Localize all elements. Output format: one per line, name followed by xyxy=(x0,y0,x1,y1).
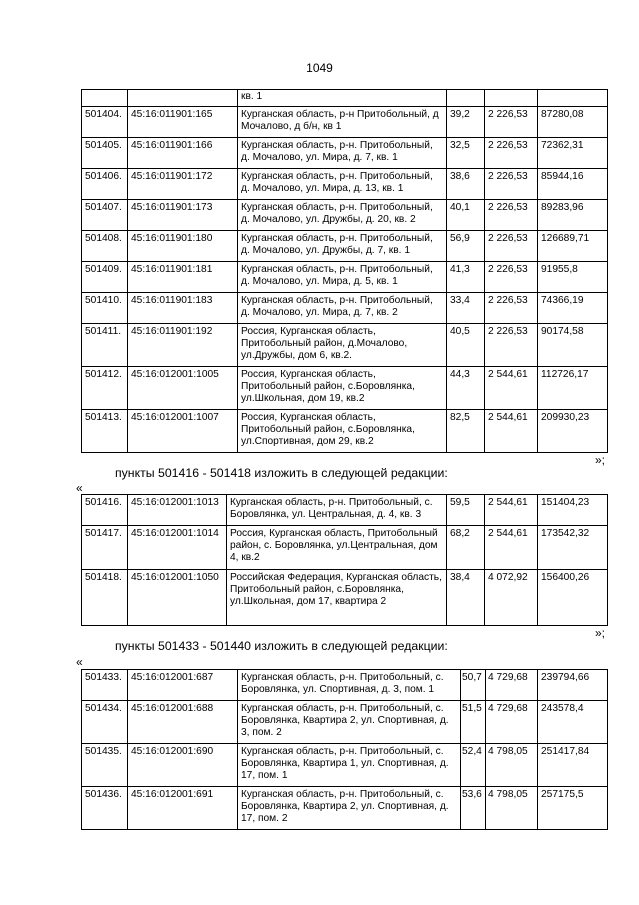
cell-number: 501405. xyxy=(82,138,128,169)
amendment-instruction-1: пункты 501416 - 501418 изложить в следующей редакции: xyxy=(115,466,448,480)
cell-rate: 4 072,92 xyxy=(485,570,538,626)
cell-value: 126689,71 xyxy=(538,231,608,262)
cell-value: 87280,08 xyxy=(538,107,608,138)
cell-number: 501433. xyxy=(82,670,128,701)
cell-value: 156400,26 xyxy=(538,570,608,626)
opening-quote-2: « xyxy=(76,655,83,669)
table-row xyxy=(82,701,608,744)
cell-area: 40,5 xyxy=(447,324,485,367)
cell-number: 501409. xyxy=(82,262,128,293)
cell-rate: 2 226,53 xyxy=(485,231,538,262)
cell-cadastral: 45:16:011901:181 xyxy=(128,262,238,293)
table-row xyxy=(82,570,608,626)
cell-number: 501411. xyxy=(82,324,128,367)
cell-rate: 4 729,68 xyxy=(486,701,538,744)
cell-cadastral xyxy=(128,90,238,107)
cell-value: 90174,58 xyxy=(538,324,608,367)
cell-address: Россия, Курганская область, Притобольный район, с. Боровлянка, ул.Центральная, дом 4, кв.2 xyxy=(227,526,447,570)
cell-area: 40,1 xyxy=(447,200,485,231)
cell-value: 74366,19 xyxy=(538,293,608,324)
table-row xyxy=(82,90,608,107)
cell-cadastral: 45:16:012001:688 xyxy=(128,701,238,744)
cell-address: Курганская область, р-н. Притобольный, с. Боровлянка, ул. Центральная, д. 4, кв. 3 xyxy=(227,495,447,526)
page-number: 1049 xyxy=(306,61,333,75)
cell-number: 501413. xyxy=(82,410,128,453)
cell-cadastral: 45:16:012001:1050 xyxy=(128,570,227,626)
cell-cadastral: 45:16:012001:1007 xyxy=(128,410,238,453)
cell-number: 501435. xyxy=(82,744,128,787)
opening-quote-1: « xyxy=(76,481,83,495)
cell-cadastral: 45:16:012001:691 xyxy=(128,787,238,830)
cell-value: 72362,31 xyxy=(538,138,608,169)
table-row xyxy=(82,231,608,262)
cell-area: 59,5 xyxy=(447,495,485,526)
cell-address: Российская Федерация, Курганская область, Притобольный район, с.Боровлянка, ул.Школьная, дом 17, квартира 2 xyxy=(227,570,447,626)
amendment-instruction-2: пункты 501433 - 501440 изложить в следующей редакции: xyxy=(115,639,448,653)
table-row xyxy=(82,367,608,410)
cell-area: 68,2 xyxy=(447,526,485,570)
cell-number: 501417. xyxy=(82,526,128,570)
cell-address: Курганская область, р-н. Притобольный, д. Мочалово, ул. Мира, д. 5, кв. 1 xyxy=(238,262,447,293)
cell-number: 501434. xyxy=(82,701,128,744)
cell-value: 251417,84 xyxy=(538,744,608,787)
property-table-2 xyxy=(81,494,608,626)
table-row xyxy=(82,495,608,526)
cell-rate: 4 798,05 xyxy=(486,744,538,787)
cell-number: 501412. xyxy=(82,367,128,410)
cell-address: Курганская область, р-н. Притобольный, д. Мочалово, ул. Дружбы, д. 7, кв. 1 xyxy=(238,231,447,262)
cell-address: кв. 1 xyxy=(238,90,447,107)
cell-address: Россия, Курганская область, Притобольный район, с.Боровлянка, ул.Школьная, дом 19, кв.2 xyxy=(238,367,447,410)
cell-address: Курганская область, р-н. Притобольный, с. Боровлянка, Квартира 2, ул. Спортивная, д. 3, пом. 2 xyxy=(238,701,461,744)
cell-cadastral: 45:16:011901:192 xyxy=(128,324,238,367)
table-row xyxy=(82,138,608,169)
table-row xyxy=(82,169,608,200)
cell-cadastral: 45:16:012001:1014 xyxy=(128,526,227,570)
table-row xyxy=(82,200,608,231)
cell-address: Курганская область, р-н. Притобольный, д. Мочалово, ул. Мира, д. 13, кв. 1 xyxy=(238,169,447,200)
cell-number: 501407. xyxy=(82,200,128,231)
cell-area: 32,5 xyxy=(447,138,485,169)
cell-rate xyxy=(485,90,538,107)
cell-value: 91955,8 xyxy=(538,262,608,293)
cell-rate: 2 226,53 xyxy=(485,169,538,200)
cell-area: 38,4 xyxy=(447,570,485,626)
cell-cadastral: 45:16:011901:172 xyxy=(128,169,238,200)
cell-cadastral: 45:16:011901:165 xyxy=(128,107,238,138)
cell-area: 44,3 xyxy=(447,367,485,410)
table-row xyxy=(82,526,608,570)
cell-area xyxy=(447,90,485,107)
cell-address: Курганская область, р-н. Притобольный, с. Боровлянка, Квартира 1, ул. Спортивная, д. 17, пом. 1 xyxy=(238,744,461,787)
cell-rate: 4 798,05 xyxy=(486,787,538,830)
cell-address: Курганская область, р-н. Притобольный, д. Мочалово, ул. Дружбы, д. 20, кв. 2 xyxy=(238,200,447,231)
cell-value: 173542,32 xyxy=(538,526,608,570)
cell-area: 39,2 xyxy=(447,107,485,138)
table-row xyxy=(82,670,608,701)
table-row xyxy=(82,410,608,453)
cell-area: 56,9 xyxy=(447,231,485,262)
cell-area: 82,5 xyxy=(447,410,485,453)
table-row xyxy=(82,107,608,138)
cell-number xyxy=(82,90,128,107)
cell-value: 257175,5 xyxy=(538,787,608,830)
table-row xyxy=(82,293,608,324)
cell-cadastral: 45:16:012001:687 xyxy=(128,670,238,701)
cell-value: 85944,16 xyxy=(538,169,608,200)
cell-number: 501408. xyxy=(82,231,128,262)
cell-rate: 4 729,68 xyxy=(486,670,538,701)
table-row xyxy=(82,787,608,830)
cell-value: 239794,66 xyxy=(538,670,608,701)
cell-value: 112726,17 xyxy=(538,367,608,410)
cell-number: 501418. xyxy=(82,570,128,626)
cell-area: 52,4 xyxy=(461,744,486,787)
cell-cadastral: 45:16:011901:166 xyxy=(128,138,238,169)
cell-cadastral: 45:16:011901:183 xyxy=(128,293,238,324)
cell-cadastral: 45:16:012001:1005 xyxy=(128,367,238,410)
cell-cadastral: 45:16:012001:690 xyxy=(128,744,238,787)
cell-area: 38,6 xyxy=(447,169,485,200)
cell-address: Курганская область, р-н. Притобольный, д. Мочалово, ул. Мира, д. 7, кв. 2 xyxy=(238,293,447,324)
cell-number: 501404. xyxy=(82,107,128,138)
cell-address: Курганская область, р-н. Притобольный, д. Мочалово, ул. Мира, д. 7, кв. 1 xyxy=(238,138,447,169)
cell-value: 151404,23 xyxy=(538,495,608,526)
closing-quote-2: »; xyxy=(595,626,606,640)
cell-value xyxy=(538,90,608,107)
table-row xyxy=(82,262,608,293)
cell-number: 501416. xyxy=(82,495,128,526)
cell-value: 209930,23 xyxy=(538,410,608,453)
cell-area: 33,4 xyxy=(447,293,485,324)
cell-area: 50,7 xyxy=(461,670,486,701)
cell-value: 243578,4 xyxy=(538,701,608,744)
cell-area: 41,3 xyxy=(447,262,485,293)
cell-value: 89283,96 xyxy=(538,200,608,231)
cell-area: 51,5 xyxy=(461,701,486,744)
cell-area: 53,6 xyxy=(461,787,486,830)
table-row xyxy=(82,324,608,367)
cell-number: 501406. xyxy=(82,169,128,200)
cell-rate: 2 544,61 xyxy=(485,367,538,410)
cell-rate: 2 544,61 xyxy=(485,410,538,453)
cell-number: 501410. xyxy=(82,293,128,324)
cell-rate: 2 544,61 xyxy=(485,495,538,526)
cell-address: Курганская область, р-н Притобольный, д Мочалово, д б/н, кв 1 xyxy=(238,107,447,138)
cell-address: Россия, Курганская область, Притобольный район, с.Боровлянка, ул.Спортивная, дом 29, кв.2 xyxy=(238,410,447,453)
cell-rate: 2 226,53 xyxy=(485,200,538,231)
cell-rate: 2 226,53 xyxy=(485,293,538,324)
cell-number: 501436. xyxy=(82,787,128,830)
cell-cadastral: 45:16:011901:180 xyxy=(128,231,238,262)
cell-cadastral: 45:16:012001:1013 xyxy=(128,495,227,526)
property-table-1 xyxy=(81,89,608,453)
cell-rate: 2 226,53 xyxy=(485,324,538,367)
cell-address: Курганская область, р-н. Притобольный, с. Боровлянка, Квартира 2, ул. Спортивная, д. 17, пом. 2 xyxy=(238,787,461,830)
cell-cadastral: 45:16:011901:173 xyxy=(128,200,238,231)
cell-rate: 2 226,53 xyxy=(485,107,538,138)
cell-rate: 2 226,53 xyxy=(485,262,538,293)
cell-rate: 2 544,61 xyxy=(485,526,538,570)
table-row xyxy=(82,744,608,787)
property-table-3 xyxy=(81,669,608,830)
cell-address: Россия, Курганская область, Притобольный район, д.Мочалово, ул.Дружбы, дом 6, кв.2. xyxy=(238,324,447,367)
cell-rate: 2 226,53 xyxy=(485,138,538,169)
closing-quote-1: »; xyxy=(595,453,606,467)
cell-address: Курганская область, р-н. Притобольный, с. Боровлянка, ул. Спортивная, д. 3, пом. 1 xyxy=(238,670,461,701)
